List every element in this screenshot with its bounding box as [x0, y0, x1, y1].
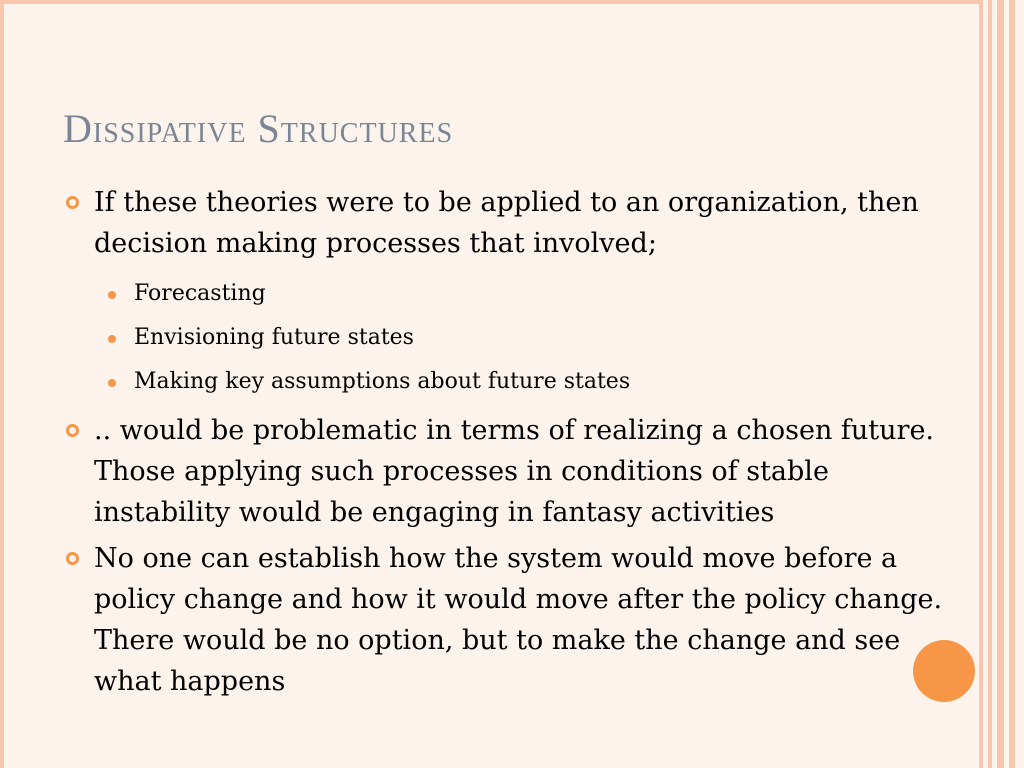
sub-bullet-text: Making key assumptions about future states	[134, 369, 631, 394]
dot-bullet-icon	[108, 291, 116, 299]
ring-bullet-icon	[66, 196, 79, 209]
bullet-item	[64, 182, 969, 404]
dot-bullet-icon	[108, 335, 116, 343]
sub-bullet-item	[94, 272, 969, 316]
bullet-text: No one can establish how the system would move before a policy change and how it would move after the policy change. There would be no option, but to make the change and see what happens	[94, 543, 943, 697]
slide-title: Dissipative Structures	[63, 106, 454, 151]
bullet-list	[64, 182, 969, 707]
decorative-stripe	[997, 0, 1004, 768]
sub-bullet-text: Forecasting	[134, 281, 266, 306]
bullet-text: If these theories were to be applied to an organization, then decision making processes that involved;	[94, 187, 919, 259]
sub-bullet-item	[94, 360, 969, 404]
sub-bullet-list	[94, 272, 969, 404]
sub-bullet-text: Envisioning future states	[134, 325, 414, 350]
dot-bullet-icon	[108, 379, 116, 387]
sub-bullet-item	[94, 316, 969, 360]
bullet-item	[64, 538, 969, 702]
bullet-text: .. would be problematic in terms of realizing a chosen future. Those applying such processes in conditions of stable instability would be engaging in fantasy activities	[94, 415, 935, 528]
ring-bullet-icon	[66, 552, 79, 565]
decorative-circle	[913, 640, 975, 702]
ring-bullet-icon	[66, 424, 79, 437]
bullet-item	[64, 410, 969, 533]
decorative-stripe	[1015, 0, 1024, 768]
